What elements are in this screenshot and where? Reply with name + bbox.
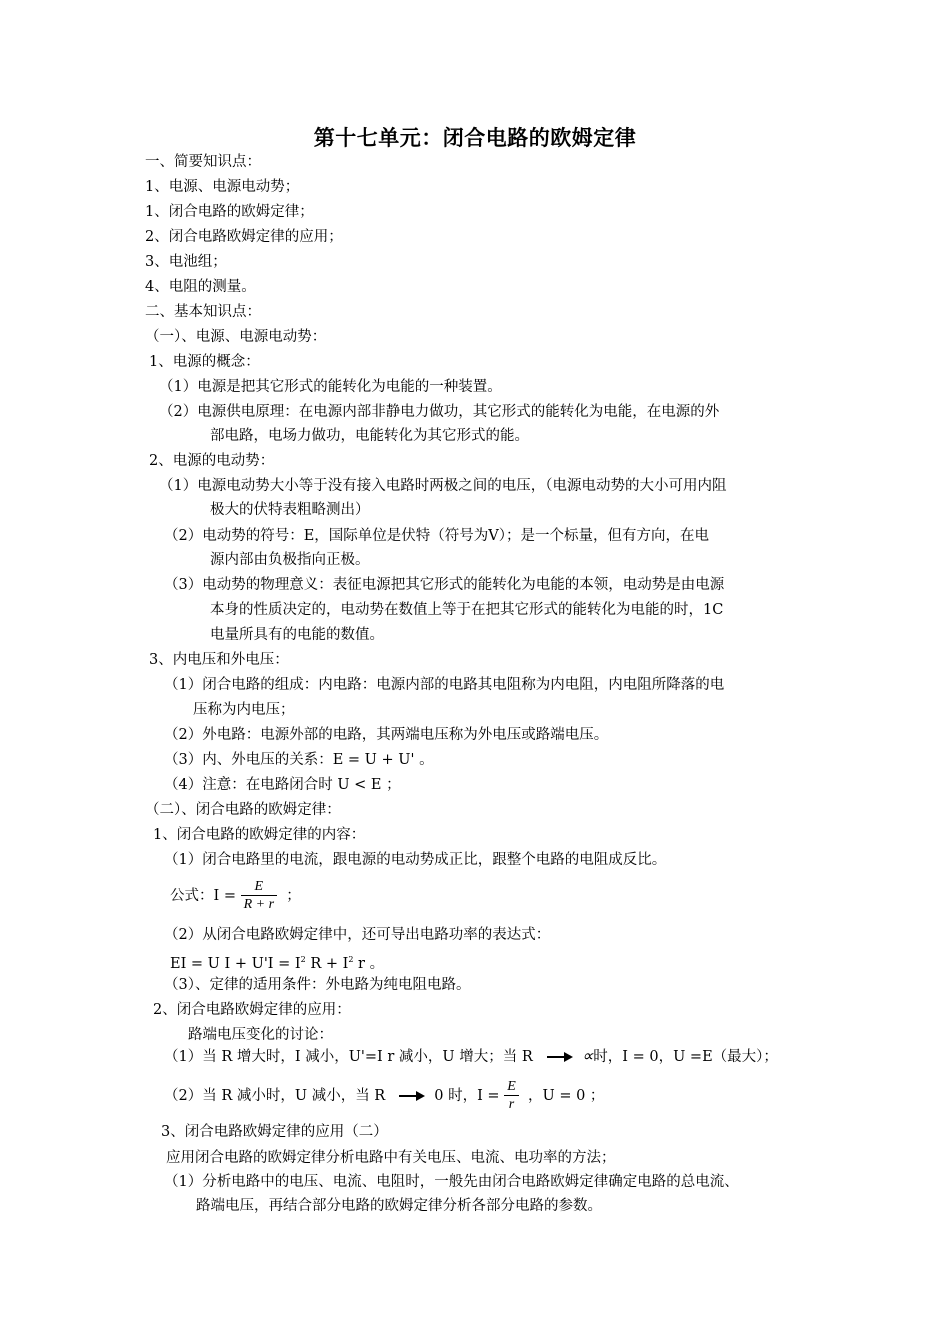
text-line: 二、基本知识点：: [145, 304, 261, 320]
case-text: 时，I = 0，U =E（最大）；: [593, 1049, 778, 1065]
infinity-icon: ∝: [581, 1048, 594, 1065]
text-line: （3）电动势的物理意义：表征电源把其它形式的能转化为电能的本领，电动势是由电源: [164, 577, 725, 593]
case-r-decrease: [164, 1076, 604, 1116]
text-line: （3）、定律的适用条件：外电路为纯电阻电路。: [164, 977, 471, 993]
text-line: 4、电阻的测量。: [145, 279, 256, 295]
text-line: 2、电源的电动势：: [149, 453, 275, 469]
arrow-right-icon: [399, 1091, 425, 1101]
text-line: 1、电源、电源电动势；: [145, 179, 300, 195]
formula-part: EI = U I + U'I = I: [170, 955, 301, 972]
arrow-right-icon: [547, 1052, 573, 1062]
text-line: （4）注意：在电路闭合时 U < E ；: [164, 777, 401, 793]
text-line: 3、闭合电路欧姆定律的应用（二）: [161, 1124, 388, 1140]
text-line: 1、闭合电路的欧姆定律；: [145, 204, 314, 220]
text-line: 应用闭合电路的欧姆定律分析电路中有关电压、电流、电功率的方法；: [166, 1150, 616, 1166]
text-line: （1）闭合电路里的电流，跟电源的电动势成正比，跟整个电路的电阻成反比。: [164, 852, 667, 868]
text-line: （1）闭合电路的组成：内电路：电源内部的电路其电阻称为内电阻，内电阻所降落的电: [164, 677, 725, 693]
case-text: （2）当 R 减小时，U 减小，当 R: [164, 1088, 386, 1104]
text-line: 2、闭合电路欧姆定律的应用：: [153, 1002, 351, 1018]
text-line: （1）分析电路中的电压、电流、电阻时，一般先由闭合电路欧姆定律确定电路的总电流、: [164, 1174, 739, 1190]
text-line: 电量所具有的电能的数值。: [210, 627, 384, 643]
text-line: （3）内、外电压的关系：E = U + U' 。: [164, 752, 434, 768]
fraction-denominator: R + r: [241, 895, 277, 913]
fraction-denominator: r: [504, 1095, 519, 1113]
text-line: 1、闭合电路的欧姆定律的内容：: [153, 827, 366, 843]
page-title: 第十七单元：闭合电路的欧姆定律: [313, 126, 637, 150]
text-line: （2）电动势的符号：E，国际单位是伏特（符号为V）；是一个标量，但有方向，在电: [164, 528, 710, 544]
text-line: （1）电源电动势大小等于没有接入电路时两极之间的电压，（电源电动势的大小可用内阻: [159, 478, 727, 494]
text-line: 路端电压，再结合部分电路的欧姆定律分析各部分电路的参数。: [196, 1198, 602, 1214]
text-line: 2、闭合电路欧姆定律的应用；: [145, 229, 343, 245]
text-line: （二）、闭合电路的欧姆定律：: [145, 802, 341, 818]
fraction-numerator: E: [507, 1079, 516, 1094]
text-line: 1、电源的概念：: [149, 354, 260, 370]
exponent: 2: [348, 955, 354, 964]
text-line: 极大的伏特表粗略测出）: [210, 502, 370, 518]
text-line: 本身的性质决定的，电动势在数值上等于在把其它形式的能转化为电能的时，1C: [210, 602, 724, 618]
fraction-numerator: E: [254, 879, 264, 894]
text-line: 3、电池组；: [145, 254, 227, 270]
formula-suffix: ；: [286, 888, 301, 904]
case-text: 0 时，I =: [429, 1088, 505, 1104]
exponent: 2: [300, 955, 306, 964]
formula-ohm-law: [170, 876, 301, 916]
text-line: （2）电源供电原理：在电源内部非静电力做功，其它形式的能转化为电能，在电源的外: [159, 404, 720, 420]
text-line: 部电路，电场力做功，电能转化为其它形式的能。: [210, 428, 529, 444]
formula-prefix: 公式：I =: [170, 888, 241, 904]
text-line: 3、内电压和外电压：: [149, 652, 289, 668]
case-text: ，U = 0 ；: [527, 1088, 605, 1104]
fraction: [504, 1079, 519, 1113]
text-line: 路端电压变化的讨论：: [188, 1027, 333, 1043]
formula-part: r 。: [353, 955, 385, 972]
formula-power: [170, 950, 384, 974]
text-line: 压称为内电压；: [193, 702, 295, 718]
fraction: [241, 879, 277, 913]
text-line: 一、简要知识点：: [145, 154, 261, 170]
case-r-increase: [164, 1047, 778, 1067]
text-line: （一）、电源、电源电动势：: [145, 329, 327, 345]
formula-part: R + I: [305, 955, 349, 972]
text-line: （2）从闭合电路欧姆定律中，还可导出电路功率的表达式：: [164, 927, 551, 943]
text-line: （2）外电路：电源外部的电路，其两端电压称为外电压或路端电压。: [164, 727, 609, 743]
text-line: （1）电源是把其它形式的能转化为电能的一种装置。: [159, 379, 502, 395]
case-text: （1）当 R 增大时，I 减小，U'=I r 减小，U 增大；当 R: [164, 1049, 533, 1065]
text-line: 源内部由负极指向正极。: [210, 552, 370, 568]
